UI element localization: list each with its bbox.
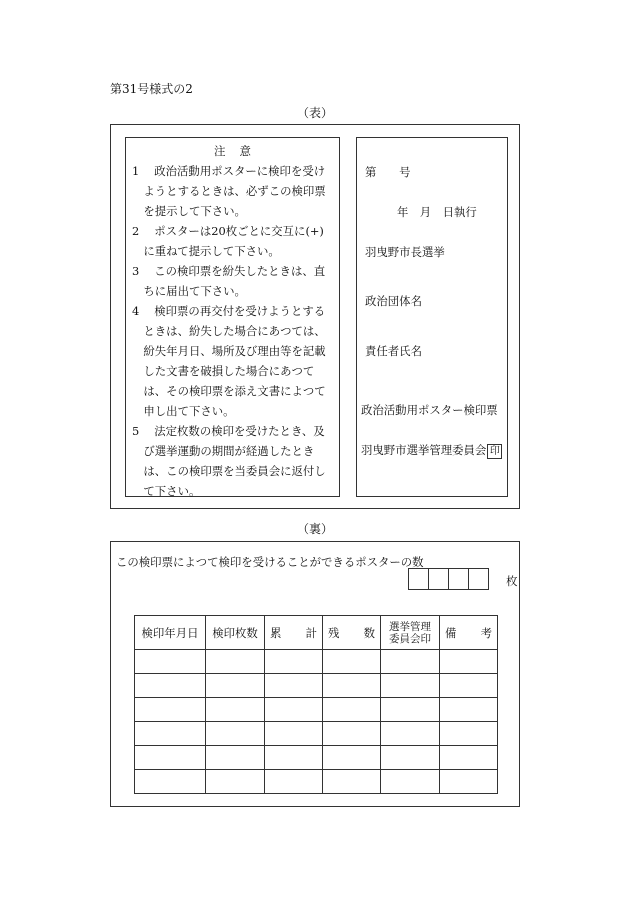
column-header: 累 計 xyxy=(265,616,323,650)
count-unit: 枚 xyxy=(506,574,518,588)
note-line: ときは、紛失した場合にあつては、 xyxy=(132,324,326,338)
table-cell[interactable] xyxy=(265,674,323,698)
note-line: 4 検印票の再交付を受けようとする xyxy=(132,304,326,318)
seal-mark: 印 xyxy=(487,444,502,459)
table-cell[interactable] xyxy=(265,698,323,722)
table-cell[interactable] xyxy=(323,746,381,770)
execution-date-label: 年 月 日執行 xyxy=(397,205,477,219)
table-cell[interactable] xyxy=(381,722,440,746)
table-cell[interactable] xyxy=(323,650,381,674)
note-line: ちに届出て下さい。 xyxy=(132,284,246,298)
table-cell[interactable] xyxy=(206,674,265,698)
note-line: 2 ポスターは20枚ごとに交互に(+) xyxy=(132,224,324,238)
ticket-title: 政治活動用ポスター検印票 xyxy=(361,403,498,417)
table-cell[interactable] xyxy=(381,650,440,674)
note-line: した文書を破損した場合にあつて xyxy=(132,364,315,378)
table-cell[interactable] xyxy=(206,698,265,722)
count-digit-box[interactable] xyxy=(428,568,449,590)
note-line: て下さい。 xyxy=(132,484,201,498)
election-name: 羽曳野市長選挙 xyxy=(365,245,445,259)
table-cell[interactable] xyxy=(323,770,381,794)
count-digit-box[interactable] xyxy=(448,568,469,590)
note-line: 3 この検印票を紛失したときは、直 xyxy=(132,264,326,278)
notes-box xyxy=(125,137,340,497)
table-cell[interactable] xyxy=(265,770,323,794)
table-row xyxy=(135,650,498,674)
table-cell[interactable] xyxy=(135,722,206,746)
table-row xyxy=(135,722,498,746)
note-line: 紛失年月日、場所及び理由等を記載 xyxy=(132,344,326,358)
front-label: （表） xyxy=(296,106,333,120)
table-cell[interactable] xyxy=(323,674,381,698)
table-cell[interactable] xyxy=(440,770,498,794)
table-row xyxy=(135,674,498,698)
column-header: 検印年月日 xyxy=(135,616,206,650)
ticket-number-label: 第 号 xyxy=(365,165,411,179)
notes-title: 注意 xyxy=(214,144,265,158)
column-header: 備 考 xyxy=(440,616,498,650)
table-cell[interactable] xyxy=(135,698,206,722)
table-row xyxy=(135,698,498,722)
note-line: を提示して下さい。 xyxy=(132,204,246,218)
representative-label: 責任者氏名 xyxy=(365,344,422,358)
note-line: は、その検印票を添え文書によつて xyxy=(132,384,326,398)
column-header: 残 数 xyxy=(323,616,381,650)
table-cell[interactable] xyxy=(135,674,206,698)
table-cell[interactable] xyxy=(381,674,440,698)
table-header-row xyxy=(135,616,498,650)
ticket-info-box xyxy=(356,137,508,497)
poster-count-boxes xyxy=(408,568,489,590)
table-cell[interactable] xyxy=(440,746,498,770)
table-cell[interactable] xyxy=(206,722,265,746)
table-cell[interactable] xyxy=(135,650,206,674)
column-header: 選挙管理 委員会印 xyxy=(381,616,440,650)
note-line: ようとするときは、必ずこの検印票 xyxy=(132,184,326,198)
table-cell[interactable] xyxy=(440,722,498,746)
table-cell[interactable] xyxy=(206,770,265,794)
table-row xyxy=(135,746,498,770)
inspection-record-table xyxy=(134,615,498,794)
form-number: 第31号様式の2 xyxy=(110,82,193,96)
table-cell[interactable] xyxy=(381,698,440,722)
table-cell[interactable] xyxy=(323,698,381,722)
table-cell[interactable] xyxy=(265,722,323,746)
committee-name: 羽曳野市選挙管理委員会 xyxy=(361,443,487,457)
table-cell[interactable] xyxy=(265,746,323,770)
table-row xyxy=(135,770,498,794)
count-digit-box[interactable] xyxy=(408,568,429,590)
column-header: 検印枚数 xyxy=(206,616,265,650)
committee-line xyxy=(361,442,502,459)
table-cell[interactable] xyxy=(381,746,440,770)
poster-count-heading: この検印票によつて検印を受けることができるポスターの数 xyxy=(116,555,424,569)
table-body xyxy=(135,650,498,794)
note-line: に重ねて提示して下さい。 xyxy=(132,244,280,258)
table-cell[interactable] xyxy=(206,746,265,770)
note-line: 5 法定枚数の検印を受けたとき、及 xyxy=(132,424,325,438)
note-line: 申し出て下さい。 xyxy=(132,404,235,418)
table-cell[interactable] xyxy=(206,650,265,674)
table-cell[interactable] xyxy=(440,650,498,674)
table-cell[interactable] xyxy=(323,722,381,746)
table-cell[interactable] xyxy=(440,674,498,698)
note-line: は、この検印票を当委員会に返付し xyxy=(132,464,326,478)
count-digit-box[interactable] xyxy=(468,568,489,590)
back-side-frame xyxy=(110,541,520,807)
table-cell[interactable] xyxy=(440,698,498,722)
note-line: び選挙運動の期間が経過したとき xyxy=(132,444,315,458)
table-cell[interactable] xyxy=(135,770,206,794)
note-line: 1 政治活動用ポスターに検印を受け xyxy=(132,164,326,178)
political-org-label: 政治団体名 xyxy=(365,294,422,308)
table-cell[interactable] xyxy=(135,746,206,770)
table-cell[interactable] xyxy=(381,770,440,794)
back-label: （裏） xyxy=(296,522,333,536)
table-cell[interactable] xyxy=(265,650,323,674)
